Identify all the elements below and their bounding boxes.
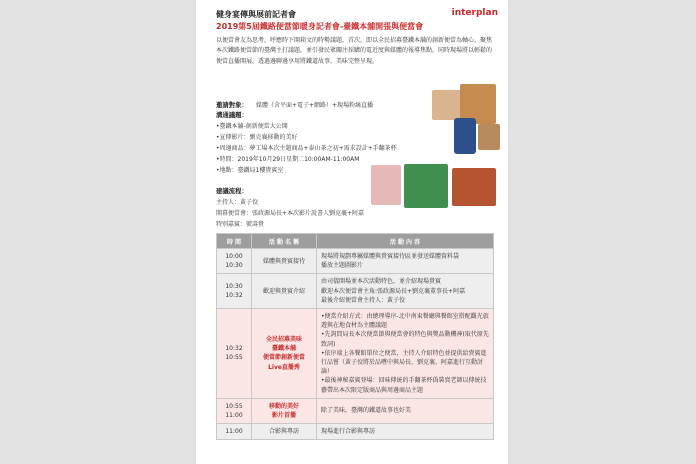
flow-item: 開幕便當會：張政源局長+本次影片說書人劉克襄+阿嘉 — [216, 210, 365, 217]
content-cell-line: •最後神秘嘉賓登場：回味傳統的手翻茶杯偽裝賣老師以傳統技藝帶出本次限定版商品與周邊商品主題 — [321, 377, 487, 394]
intro-paragraph: 以便當會友為思考，呼應時下開箱文的時勢議題，首次，即以全民招募臺鐵本舖的創新便當為軸心，聚焦本次鐵路便當節的臺灣主打議題，並引發民眾關注採購的電近度與媒體的報導焦點，同時現場將以輕鬆的便當直播開展，透過邊聊邊享用將鐵道故事，美味完整呈現。 — [216, 37, 493, 65]
header-content: 活 動 內 容 — [317, 234, 494, 249]
activity-cell — [252, 398, 317, 423]
table-header-row — [217, 234, 494, 249]
time-cell-line: 11:00 — [225, 428, 243, 436]
activity-cell — [252, 274, 317, 309]
topics-title: 溝通議題： — [216, 111, 248, 119]
content-cell — [317, 249, 494, 274]
activity-cell — [252, 309, 317, 399]
time-cell-line: 11:00 — [225, 412, 243, 420]
content-cell — [317, 398, 494, 423]
content-cell-line: •先詢問局長本次便當節與便當會的特色與獎品動機神(取代原先致詞) — [321, 331, 489, 348]
topic-item: •時間：2019年10月29日星期二10:00AM-11:00AM — [216, 156, 360, 163]
time-cell — [217, 274, 252, 309]
photo-train — [452, 168, 496, 206]
flow-title: 建議流程： — [216, 187, 248, 195]
content-cell — [317, 309, 494, 399]
topic-item: •臺鐵本舖-創新便當大公開 — [216, 123, 288, 130]
content-cell-line: 歡迎本次便當會主角:張政源局長+劉克襄董事長+阿嘉 — [321, 287, 466, 295]
content-cell-line: •便當介紹方式：由總理導序-北中南東餐廳與餐館室搭配觀光旅遊與在地食材為主體議題 — [321, 313, 489, 330]
content-cell-line: 現場將規劃專屬媒體與貴賓接待區並發送媒體資料袋 — [321, 253, 460, 260]
document-page — [196, 0, 508, 464]
table-row — [217, 424, 494, 440]
content-cell-line: 現場進行合影與專訪 — [321, 428, 376, 436]
topic-item: •周邊商品：夢工場本次主題商品+泰山茶之初+需求設計+手翻茶杯 — [216, 145, 397, 152]
time-cell-line: 10:32 — [225, 292, 243, 300]
time-cell — [217, 249, 252, 274]
topic-item: •宣傳影片：劉克襄移動的美好 — [216, 134, 298, 141]
topic-item: •地點：臺鐵局1樓貴賓室 — [216, 167, 284, 174]
content-cell-line: 除了美味，臺灣的鐵道故事也好美 — [321, 407, 412, 415]
activity-cell-line: 媒體與貴賓接待 — [262, 257, 305, 265]
activity-cell-line: 全民招募美味 — [265, 336, 302, 344]
media-text: 媒體（含平面+電子+網路）+現場粉絲直播 — [256, 102, 374, 109]
media-label: 邀請對象： — [216, 101, 248, 109]
activity-cell-line: 臺鐵本舖 — [271, 345, 296, 353]
brand-logo: interplan — [451, 8, 498, 18]
activity-cell-line: 合影與專訪 — [268, 428, 299, 436]
schedule-table — [216, 233, 494, 440]
time-cell-line: 10:00 — [225, 253, 243, 260]
event-title: 2019第5屆鐵路便當節暖身記者會-臺鐵本舖開張與便當會 — [216, 22, 424, 31]
content-cell — [317, 424, 494, 440]
photo-special-guest — [371, 165, 401, 205]
time-cell-line: 10:30 — [225, 262, 243, 270]
table-row — [217, 249, 494, 274]
content-cell-line: 最後介紹便當會主持人：黃子佼 — [321, 296, 406, 304]
time-cell-line: 10:32 — [225, 345, 243, 353]
time-cell-line: 10:30 — [225, 283, 243, 290]
time-cell — [217, 309, 252, 399]
activity-cell-line: Live直播秀 — [268, 363, 300, 371]
flow-item: 特別嘉賓：號壽貴 — [216, 221, 265, 228]
activity-cell-line: 歡迎與貴賓介紹 — [262, 287, 305, 295]
activity-cell — [252, 249, 317, 274]
flow-item: 主持人：黃子佼 — [216, 199, 259, 206]
photo-host — [404, 164, 448, 208]
content-cell-line: •依序端上各餐館單位之便當，主持人介紹特色並提供給貴賓進行品嘗（黃子佼將於品嚐中與局長、劉克襄、阿嘉進行互動討論） — [321, 349, 487, 376]
content-cell-line: 播放主題圖影片 — [321, 262, 364, 270]
photo-bento-box — [478, 124, 500, 150]
time-cell — [217, 424, 252, 440]
time-cell-line: 10:55 — [225, 354, 243, 362]
table-row — [217, 309, 494, 399]
table-row — [217, 398, 494, 423]
activity-cell — [252, 424, 317, 440]
activity-cell-line: 便當節創新便當 — [262, 354, 305, 362]
time-cell — [217, 398, 252, 423]
activity-cell-line: 影片首播 — [271, 412, 296, 420]
section-heading: 健身宴傳與展前記者會 — [216, 10, 296, 19]
content-cell-line: 由司儀開場並本次活動特色，並介紹現場貴賓 — [321, 278, 442, 286]
activity-cell-line: 移動的美好 — [268, 402, 299, 410]
header-activity: 活 動 名 稱 — [252, 234, 317, 249]
content-cell — [317, 274, 494, 309]
header-time: 時 間 — [217, 234, 252, 249]
table-row — [217, 274, 494, 309]
photo-phone-livestream — [454, 118, 476, 154]
time-cell-line: 10:55 — [225, 402, 243, 410]
